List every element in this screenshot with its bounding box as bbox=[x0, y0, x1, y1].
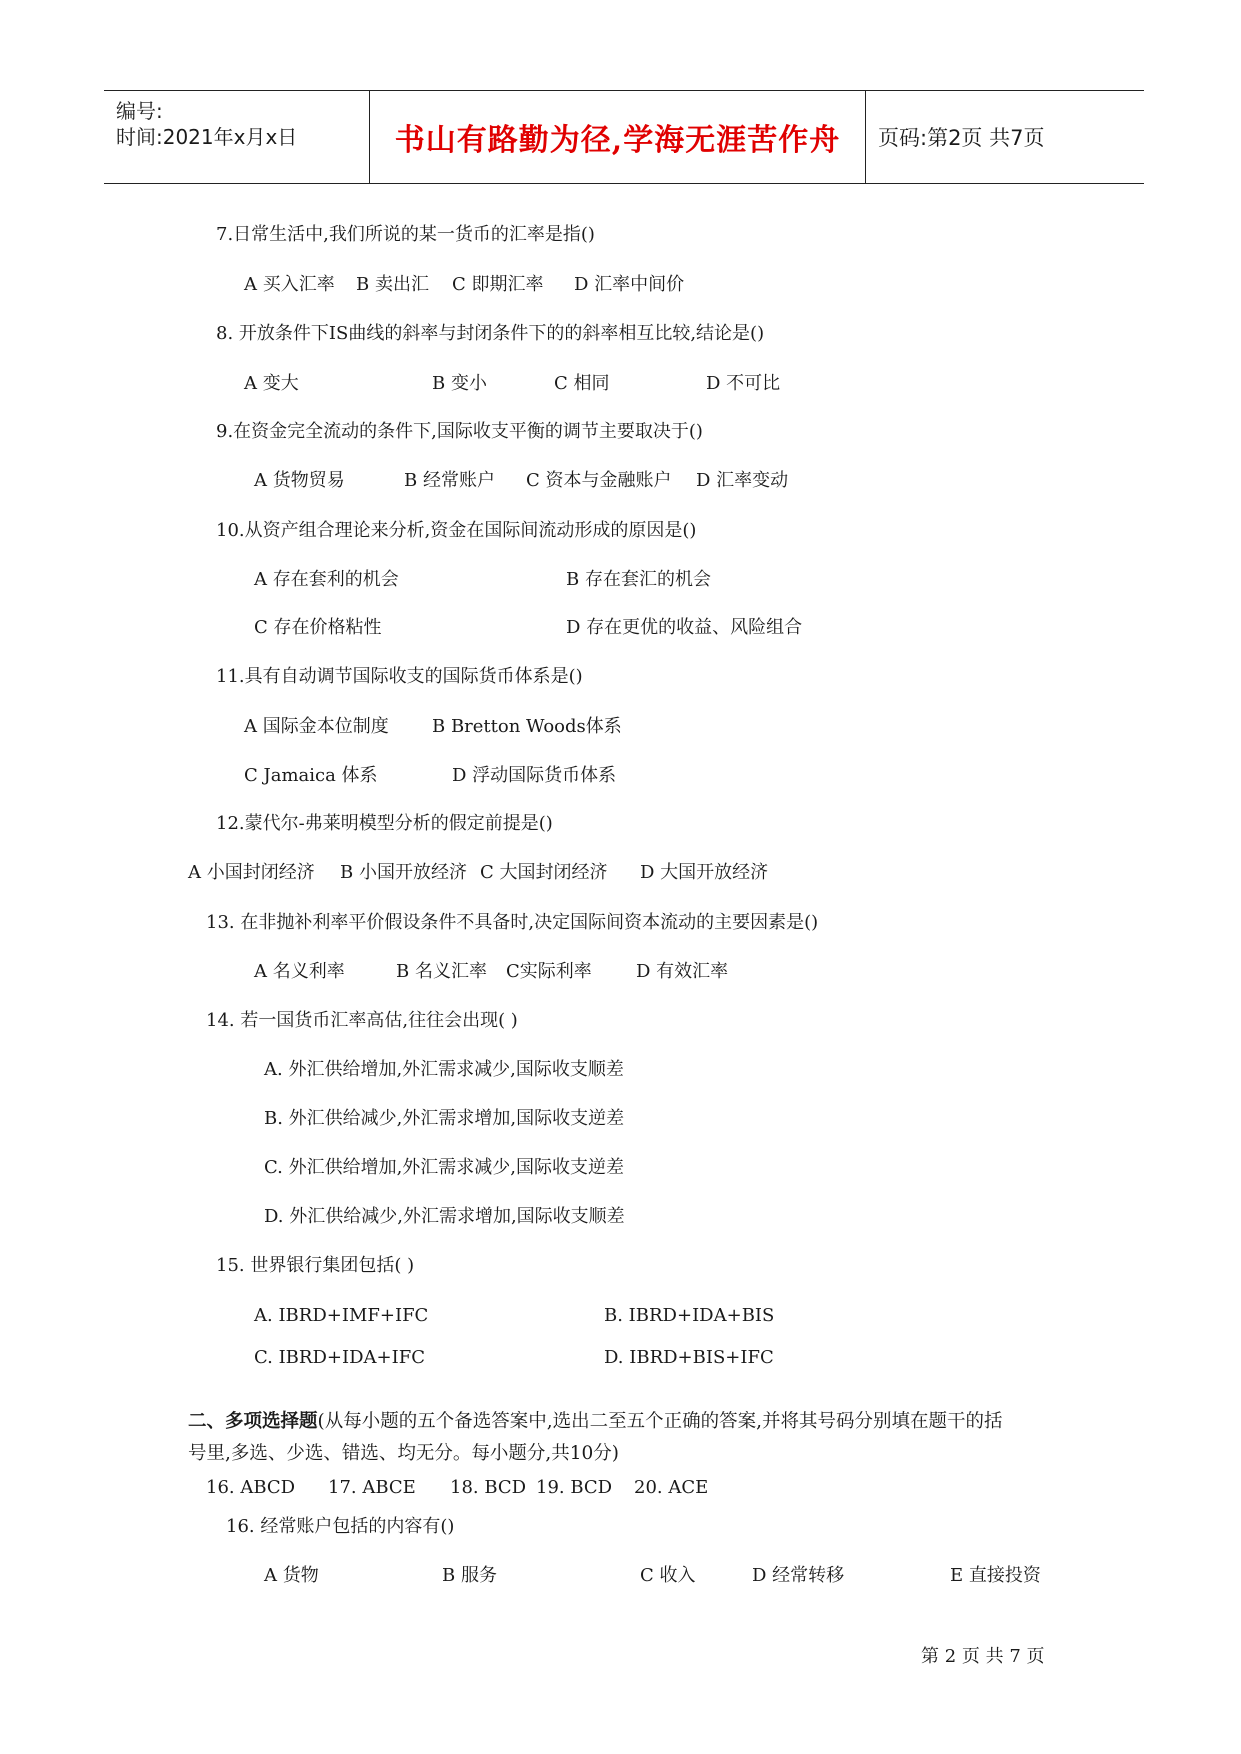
question-16: 16. 经常账户包括的内容有() bbox=[226, 1516, 455, 1537]
q12-option-d: D 大国开放经济 bbox=[640, 862, 769, 883]
q15-option-d: D. IBRD+BIS+IFC bbox=[604, 1347, 774, 1368]
q9-option-c: C 资本与金融账户 bbox=[526, 470, 672, 491]
q7-option-a: A 买入汇率 bbox=[244, 274, 335, 295]
q9-option-a: A 货物贸易 bbox=[254, 470, 345, 491]
time-label: 时间:2021年x月x日 bbox=[116, 125, 298, 149]
answer-17: 17. ABCE bbox=[328, 1477, 416, 1498]
q11-option-b: B Bretton Woods体系 bbox=[432, 716, 622, 737]
section-2-heading bbox=[188, 1411, 1003, 1433]
q11-option-a: A 国际金本位制度 bbox=[244, 716, 389, 737]
q13-option-d: D 有效汇率 bbox=[636, 961, 729, 982]
q11-option-c: C Jamaica 体系 bbox=[244, 765, 378, 786]
q12-option-b: B 小国开放经济 bbox=[340, 862, 467, 883]
q14-option-a: A. 外汇供给增加,外汇需求减少,国际收支顺差 bbox=[264, 1059, 624, 1080]
header-page-info: 页码:第2页 共7页 bbox=[878, 126, 1045, 150]
q13-option-b: B 名义汇率 bbox=[396, 961, 487, 982]
q16-option-d: D 经常转移 bbox=[752, 1565, 845, 1586]
question-15: 15. 世界银行集团包括( ) bbox=[216, 1255, 415, 1276]
q10-option-b: B 存在套汇的机会 bbox=[566, 569, 711, 590]
section-2-description: (从每小题的五个备选答案中,选出二至五个正确的答案,并将其号码分别填在题干的括 bbox=[317, 1411, 1003, 1432]
serial-label: 编号: bbox=[116, 99, 163, 123]
q16-option-b: B 服务 bbox=[442, 1565, 497, 1586]
q8-option-c: C 相同 bbox=[554, 373, 610, 394]
page-header bbox=[104, 90, 1144, 184]
answer-18: 18. BCD bbox=[450, 1477, 527, 1498]
q15-option-b: B. IBRD+IDA+BIS bbox=[604, 1305, 775, 1326]
q12-option-c: C 大国封闭经济 bbox=[480, 862, 608, 883]
q16-option-a: A 货物 bbox=[264, 1565, 319, 1586]
q11-option-d: D 浮动国际货币体系 bbox=[452, 765, 617, 786]
question-7: 7.日常生活中,我们所说的某一货币的汇率是指() bbox=[216, 224, 595, 245]
question-9: 9.在资金完全流动的条件下,国际收支平衡的调节主要取决于() bbox=[216, 421, 703, 442]
q10-option-a: A 存在套利的机会 bbox=[254, 569, 399, 590]
question-13: 13. 在非抛补利率平价假设条件不具备时,决定国际间资本流动的主要因素是() bbox=[206, 912, 819, 933]
question-12: 12.蒙代尔-弗莱明模型分析的假定前提是() bbox=[216, 813, 553, 834]
q8-option-b: B 变小 bbox=[432, 373, 487, 394]
q7-option-d: D 汇率中间价 bbox=[574, 274, 685, 295]
q7-option-c: C 即期汇率 bbox=[452, 274, 544, 295]
q16-option-e: E 直接投资 bbox=[950, 1565, 1041, 1586]
q13-option-a: A 名义利率 bbox=[254, 961, 345, 982]
q8-option-a: A 变大 bbox=[244, 373, 299, 394]
section-2-title: 二、多项选择题 bbox=[188, 1411, 318, 1432]
header-meta bbox=[104, 91, 368, 183]
question-8: 8. 开放条件下IS曲线的斜率与封闭条件下的的斜率相互比较,结论是() bbox=[216, 323, 765, 344]
question-14: 14. 若一国货币汇率高估,往往会出现( ) bbox=[206, 1010, 518, 1031]
q13-option-c: C实际利率 bbox=[506, 961, 592, 982]
answer-19: 19. BCD bbox=[536, 1477, 613, 1498]
q14-option-c: C. 外汇供给增加,外汇需求减少,国际收支逆差 bbox=[264, 1157, 625, 1178]
q9-option-b: B 经常账户 bbox=[404, 470, 495, 491]
section-2-description-cont: 号里,多选、少选、错选、均无分。每小题分,共10分) bbox=[188, 1443, 620, 1464]
question-11: 11.具有自动调节国际收支的国际货币体系是() bbox=[216, 666, 583, 687]
q8-option-d: D 不可比 bbox=[706, 373, 781, 394]
q9-option-d: D 汇率变动 bbox=[696, 470, 789, 491]
answer-20: 20. ACE bbox=[634, 1477, 709, 1498]
q12-option-a: A 小国封闭经济 bbox=[188, 862, 315, 883]
q10-option-c: C 存在价格粘性 bbox=[254, 617, 382, 638]
q7-option-b: B 卖出汇 bbox=[356, 274, 429, 295]
q15-option-c: C. IBRD+IDA+IFC bbox=[254, 1347, 425, 1368]
motto: 书山有路勤为径,学海无涯苦作舟 bbox=[394, 123, 841, 158]
question-10: 10.从资产组合理论来分析,资金在国际间流动形成的原因是() bbox=[216, 520, 697, 541]
q14-option-b: B. 外汇供给减少,外汇需求增加,国际收支逆差 bbox=[264, 1108, 625, 1129]
page-footer: 第 2 页 共 7 页 bbox=[921, 1646, 1045, 1667]
q16-option-c: C 收入 bbox=[640, 1565, 696, 1586]
answer-16: 16. ABCD bbox=[206, 1477, 296, 1498]
q10-option-d: D 存在更优的收益、风险组合 bbox=[566, 617, 803, 638]
q14-option-d: D. 外汇供给减少,外汇需求增加,国际收支顺差 bbox=[264, 1206, 625, 1227]
q15-option-a: A. IBRD+IMF+IFC bbox=[254, 1305, 429, 1326]
header-motto-cell bbox=[369, 91, 866, 183]
